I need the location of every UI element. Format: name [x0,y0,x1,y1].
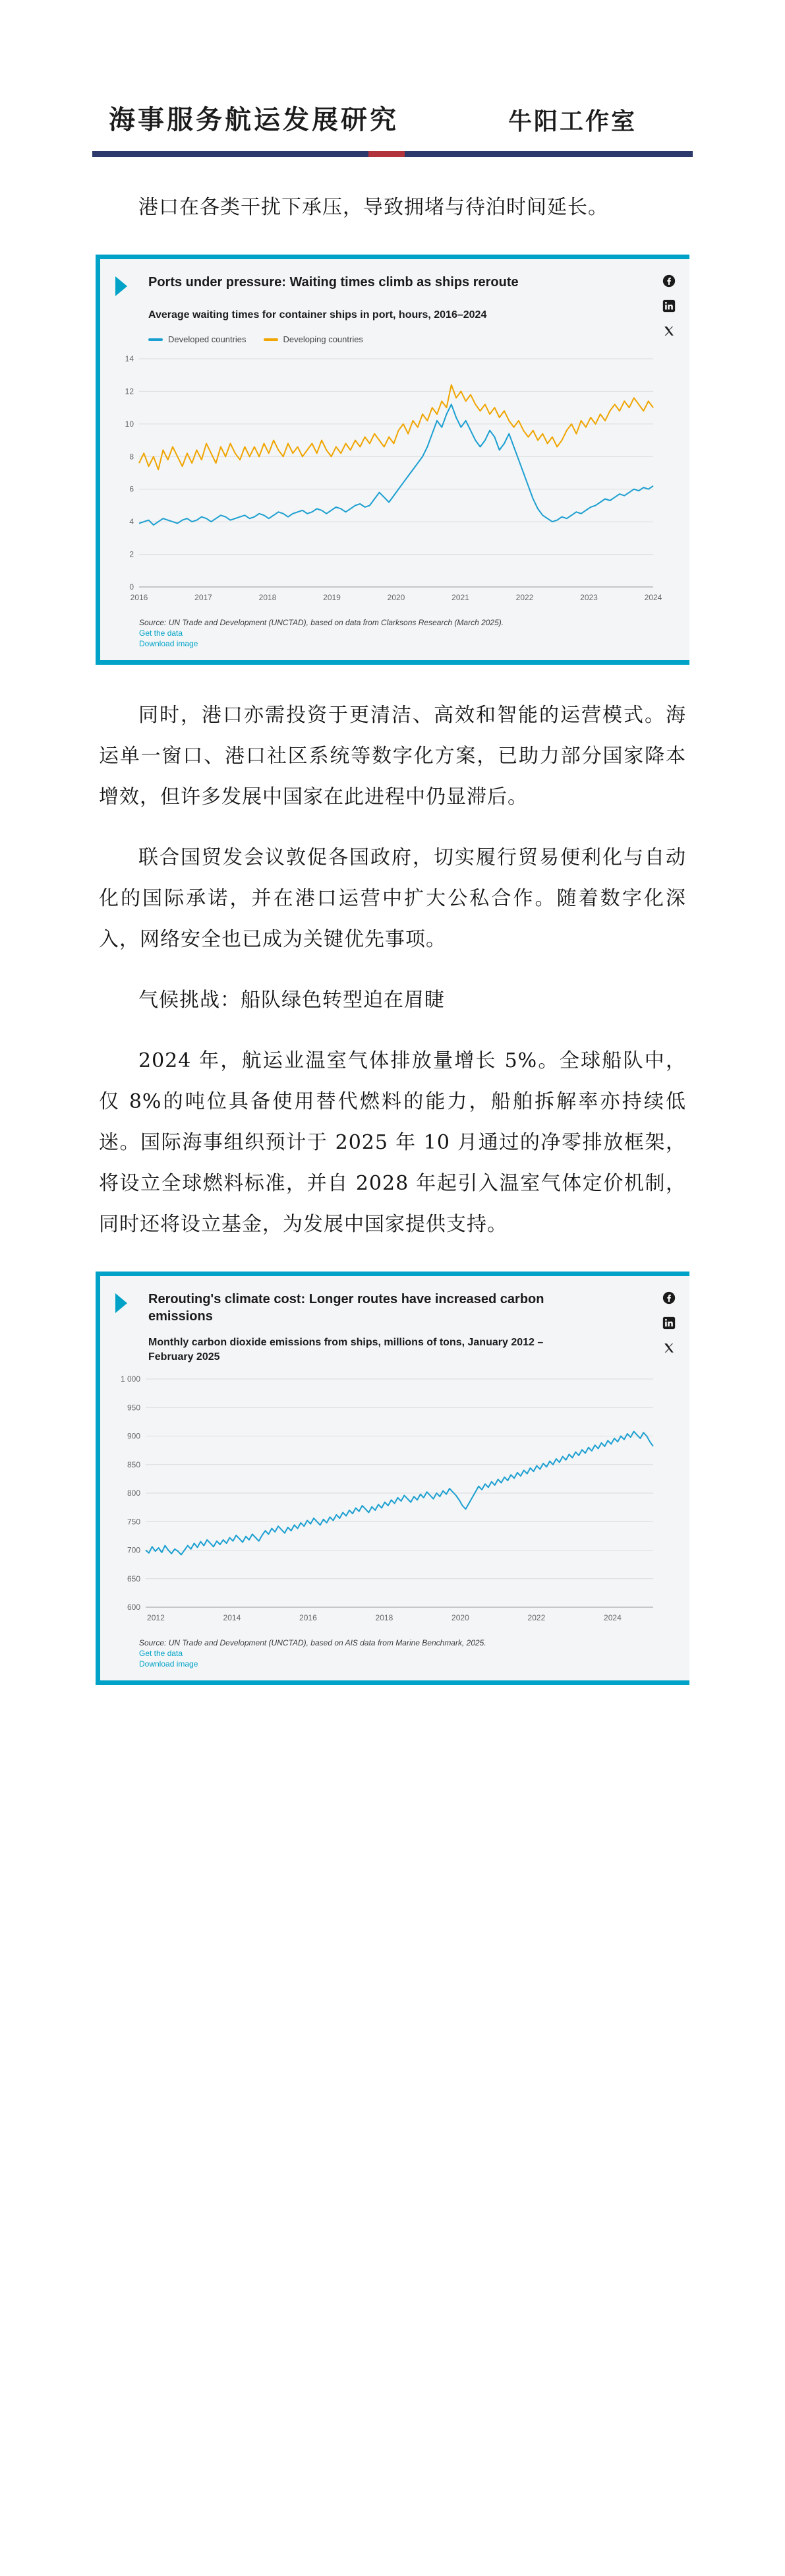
svg-text:2019: 2019 [323,593,341,602]
figure-rerouting-climate-cost [96,1272,689,1685]
linkedin-icon[interactable] [662,299,676,313]
svg-text:2018: 2018 [375,1613,393,1622]
paragraph-1: 港口在各类干扰下承压，导致拥堵与待泊时间延长。 [138,196,608,219]
svg-text:1 000: 1 000 [120,1374,140,1384]
legend-label-developing: Developing countries [283,334,363,344]
linkedin-icon[interactable] [662,1316,676,1330]
divider-left-segment [92,151,368,157]
figure1-legend [148,334,672,344]
figure1-title: Ports under pressure: Waiting times climb as ships reroute [148,275,519,290]
figure2-left-accent-bar [96,1276,100,1680]
figure1-download-image-link[interactable]: Download image [139,639,198,648]
svg-text:800: 800 [127,1488,140,1498]
figure1-chart-svg [113,351,666,608]
figure1-share-icons [662,274,676,338]
paragraph-4-subheading: 气候挑战：船队绿色转型迫在眉睫 [138,989,445,1012]
svg-text:2020: 2020 [451,1613,469,1622]
paragraph-3: 联合国贸发会议敦促各国政府，切实履行贸易便利化与自动化的国际承诺，并在港口运营中扩大公私合作。随着数字化深入，网络安全也已成为关键优先事项。 [99,846,686,951]
svg-text:2023: 2023 [580,593,598,602]
svg-text:6: 6 [129,484,134,494]
svg-text:2018: 2018 [258,593,277,602]
paragraph-2: 同时，港口亦需投资于更清洁、高效和智能的运营模式。海运单一窗口、港口社区系统等数字化方案，已助力部分国家降本增效，但许多发展中国家在此进程中仍显滞后。 [99,704,686,809]
svg-text:4: 4 [129,517,134,527]
figure-left-accent-bar [96,259,100,660]
figure1-get-data-link[interactable]: Get the data [139,629,183,638]
svg-text:950: 950 [127,1403,140,1413]
x-icon[interactable] [662,1341,676,1355]
svg-text:2: 2 [129,549,134,559]
svg-text:2012: 2012 [147,1613,165,1622]
svg-text:650: 650 [127,1574,140,1583]
svg-text:2017: 2017 [194,593,212,602]
legend-swatch-developed [148,338,163,341]
header-row [0,99,785,137]
svg-text:2016: 2016 [130,593,148,602]
facebook-icon[interactable] [662,1291,676,1305]
svg-text:2022: 2022 [527,1613,546,1622]
legend-item-developed [148,334,247,344]
svg-text:10: 10 [125,419,134,429]
header-divider [92,151,693,157]
svg-text:900: 900 [127,1431,140,1441]
svg-text:2021: 2021 [451,593,469,602]
chevron-right-icon [113,1292,139,1314]
svg-text:2020: 2020 [387,593,405,602]
paragraph-5: 2024 年，航运业温室气体排放量增长 5%。全球船队中，仅 8%的吨位具备使用替代燃料的能力，船舶拆解率亦持续低迷。国际海事组织预计于 2025 年 10 月通过的净零排放框架，将设立全球燃料标准，并自 2028 年起引入温室气体定价机制，同时还将设立基金，为发展中国家提供支持。 [99,1049,686,1236]
svg-text:850: 850 [127,1459,140,1469]
svg-text:2024: 2024 [604,1613,622,1622]
svg-text:2022: 2022 [515,593,534,602]
svg-text:8: 8 [129,452,134,462]
legend-swatch-developing [264,338,278,341]
figure2-chart-svg [113,1371,666,1628]
figure2-header [113,1291,672,1325]
figure2-source: Source: UN Trade and Development (UNCTAD), based on AIS data from Marine Benchmark, 2025. [139,1638,486,1647]
svg-text:2014: 2014 [223,1613,241,1622]
figure2-title: Rerouting's climate cost: Longer routes have increased carbon emissions [148,1292,544,1324]
figure1-source: Source: UN Trade and Development (UNCTAD), based on data from Clarksons Research (March 2025). [139,618,504,627]
legend-label-developed: Developed countries [168,334,247,344]
svg-text:700: 700 [127,1545,140,1555]
legend-item-developing [264,334,363,344]
svg-text:750: 750 [127,1517,140,1527]
svg-text:0: 0 [129,582,134,592]
svg-text:2016: 2016 [299,1613,317,1622]
page-title: 海事服务航运发展研究 [109,104,399,135]
figure2-plot [113,1371,672,1632]
studio-name: 牛阳工作室 [508,107,637,135]
divider-accent-segment [368,151,405,157]
facebook-icon[interactable] [662,274,676,288]
divider-right-segment [405,151,693,157]
article-body [0,695,785,1245]
x-icon[interactable] [662,324,676,338]
figure-ports-under-pressure [96,255,689,665]
figure1-header [113,274,672,297]
figure2-share-icons [662,1291,676,1355]
figure1-subtitle: Average waiting times for container ships in port, hours, 2016–2024 [148,309,487,321]
figure2-subtitle: Monthly carbon dioxide emissions from ships, millions of tons, January 2012 – February 2025 [148,1337,544,1363]
svg-text:12: 12 [125,386,134,396]
svg-text:600: 600 [127,1603,140,1612]
document-header [0,0,785,157]
svg-text:14: 14 [125,354,134,363]
chevron-right-icon [113,275,139,297]
article-intro [0,187,785,228]
figure1-plot [113,351,672,611]
figure2-download-image-link[interactable]: Download image [139,1659,198,1669]
svg-text:2024: 2024 [644,593,662,602]
figure2-get-data-link[interactable]: Get the data [139,1649,183,1658]
